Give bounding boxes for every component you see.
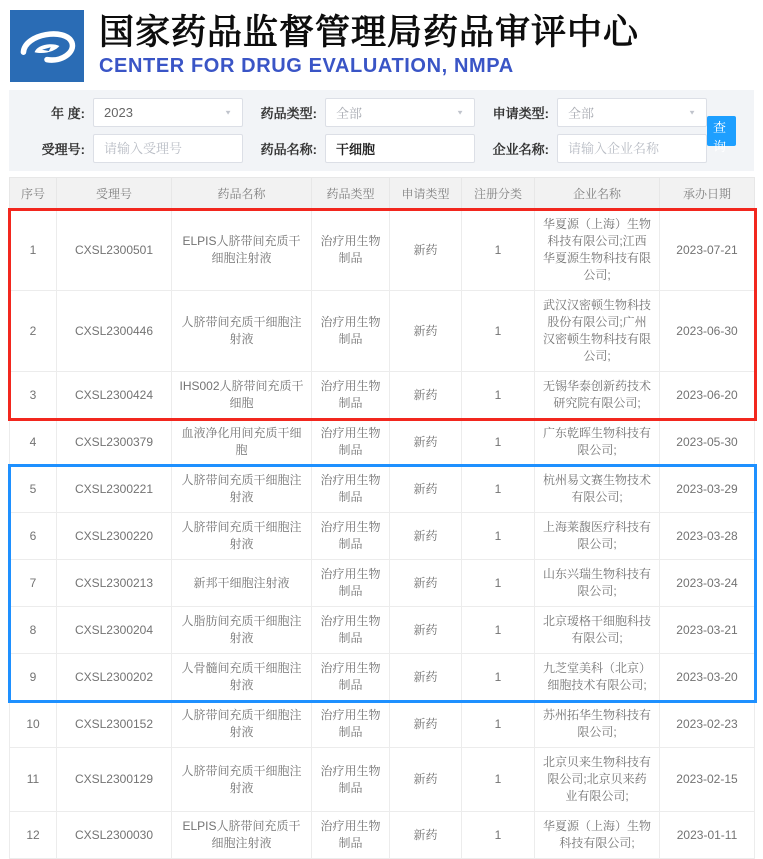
cell-date: 2023-02-23 bbox=[660, 701, 755, 748]
cell-company: 苏州拓华生物科技有限公司; bbox=[535, 701, 660, 748]
cell-drug-type: 治疗用生物制品 bbox=[312, 210, 390, 291]
filter-company bbox=[485, 134, 707, 163]
cell-acceptance-no: CXSL2300379 bbox=[57, 419, 172, 466]
col-drug-name: 药品名称 bbox=[172, 178, 312, 210]
cell-drug-name: 人脐带间充质干细胞注射液 bbox=[172, 291, 312, 372]
cell-acceptance-no: CXSL2300152 bbox=[57, 701, 172, 748]
cell-reg-class: 1 bbox=[462, 372, 535, 419]
cell-company: 九芝堂美科（北京）细胞技术有限公司; bbox=[535, 654, 660, 701]
cell-seq: 9 bbox=[10, 654, 57, 701]
filter-drug-name bbox=[253, 134, 475, 163]
cell-company: 上海莱馥医疗科技有限公司; bbox=[535, 513, 660, 560]
filter-apply-type bbox=[485, 98, 707, 127]
cell-reg-class: 1 bbox=[462, 291, 535, 372]
cell-company: 山东兴瑞生物科技有限公司; bbox=[535, 560, 660, 607]
cell-date: 2023-06-20 bbox=[660, 372, 755, 419]
cell-seq: 3 bbox=[10, 372, 57, 419]
cell-drug-type: 治疗用生物制品 bbox=[312, 812, 390, 859]
col-seq: 序号 bbox=[10, 178, 57, 210]
cell-company: 华夏源（上海）生物科技有限公司; bbox=[535, 812, 660, 859]
cell-reg-class: 1 bbox=[462, 654, 535, 701]
table-row bbox=[10, 372, 755, 419]
cell-reg-class: 1 bbox=[462, 748, 535, 812]
filter-drug-type bbox=[253, 98, 475, 127]
cell-date: 2023-05-30 bbox=[660, 419, 755, 466]
cell-reg-class: 1 bbox=[462, 210, 535, 291]
apply-type-label: 申请类型: bbox=[492, 106, 549, 121]
table-row bbox=[10, 291, 755, 372]
table-row bbox=[10, 654, 755, 701]
cell-reg-class: 1 bbox=[462, 419, 535, 466]
page-title: 国家药品监督管理局药品审评中心 bbox=[99, 13, 640, 53]
cell-acceptance-no: CXSL2300424 bbox=[57, 372, 172, 419]
cell-drug-type: 治疗用生物制品 bbox=[312, 372, 390, 419]
cell-seq: 12 bbox=[10, 812, 57, 859]
cell-reg-class: 1 bbox=[462, 701, 535, 748]
cell-apply-type: 新药 bbox=[390, 654, 462, 701]
table-row bbox=[10, 210, 755, 291]
cell-apply-type: 新药 bbox=[390, 607, 462, 654]
acceptance-no-input[interactable] bbox=[93, 134, 243, 163]
cell-apply-type: 新药 bbox=[390, 291, 462, 372]
cell-apply-type: 新药 bbox=[390, 419, 462, 466]
row-group bbox=[10, 701, 755, 859]
table-row bbox=[10, 607, 755, 654]
cell-seq: 4 bbox=[10, 419, 57, 466]
col-acceptance-no: 受理号 bbox=[57, 178, 172, 210]
cell-seq: 6 bbox=[10, 513, 57, 560]
drug-type-select-value: 全部 bbox=[336, 106, 363, 121]
drug-name-input[interactable] bbox=[325, 134, 475, 163]
cell-drug-type: 治疗用生物制品 bbox=[312, 419, 390, 466]
drug-type-label: 药品类型: bbox=[260, 106, 317, 121]
acceptance-no-label: 受理号: bbox=[41, 142, 85, 157]
cell-date: 2023-03-21 bbox=[660, 607, 755, 654]
cell-acceptance-no: CXSL2300204 bbox=[57, 607, 172, 654]
red-highlight-box bbox=[10, 210, 755, 419]
table-row bbox=[10, 419, 755, 466]
cell-seq: 2 bbox=[10, 291, 57, 372]
cell-seq: 7 bbox=[10, 560, 57, 607]
site-header bbox=[9, 0, 754, 88]
table-header bbox=[10, 178, 755, 210]
results-table-wrap bbox=[9, 177, 754, 859]
apply-type-select-value: 全部 bbox=[568, 106, 595, 121]
col-date: 承办日期 bbox=[660, 178, 755, 210]
cell-drug-name: 血液净化用间充质干细胞 bbox=[172, 419, 312, 466]
year-select[interactable] bbox=[93, 98, 243, 127]
cell-company: 北京瑷格干细胞科技有限公司; bbox=[535, 607, 660, 654]
nmpa-logo bbox=[10, 10, 84, 82]
cell-company: 广东乾晖生物科技有限公司; bbox=[535, 419, 660, 466]
cell-drug-type: 治疗用生物制品 bbox=[312, 701, 390, 748]
cell-drug-type: 治疗用生物制品 bbox=[312, 654, 390, 701]
cell-date: 2023-03-29 bbox=[660, 466, 755, 513]
cell-apply-type: 新药 bbox=[390, 466, 462, 513]
col-drug-type: 药品类型 bbox=[312, 178, 390, 210]
cell-date: 2023-03-28 bbox=[660, 513, 755, 560]
cell-apply-type: 新药 bbox=[390, 748, 462, 812]
cell-apply-type: 新药 bbox=[390, 513, 462, 560]
year-select-value: 2023 bbox=[104, 105, 133, 120]
cell-apply-type: 新药 bbox=[390, 701, 462, 748]
cell-drug-name: 人脐带间充质干细胞注射液 bbox=[172, 513, 312, 560]
cell-seq: 8 bbox=[10, 607, 57, 654]
search-button[interactable]: 查询 bbox=[707, 116, 736, 146]
company-label: 企业名称: bbox=[492, 142, 549, 157]
cell-acceptance-no: CXSL2300213 bbox=[57, 560, 172, 607]
cell-drug-name: 人脐带间充质干细胞注射液 bbox=[172, 466, 312, 513]
chevron-down-icon: ▼ bbox=[456, 108, 464, 117]
cell-apply-type: 新药 bbox=[390, 560, 462, 607]
cell-date: 2023-06-30 bbox=[660, 291, 755, 372]
filter-grid bbox=[21, 98, 707, 163]
cell-drug-type: 治疗用生物制品 bbox=[312, 607, 390, 654]
cell-drug-name: 人脂肪间充质干细胞注射液 bbox=[172, 607, 312, 654]
cell-drug-name: 人脐带间充质干细胞注射液 bbox=[172, 701, 312, 748]
cell-seq: 5 bbox=[10, 466, 57, 513]
page-subtitle: CENTER FOR DRUG EVALUATION, NMPA bbox=[99, 54, 514, 77]
cell-acceptance-no: CXSL2300221 bbox=[57, 466, 172, 513]
table-row bbox=[10, 748, 755, 812]
table-row bbox=[10, 812, 755, 859]
filter-panel bbox=[9, 90, 754, 171]
table-row bbox=[10, 560, 755, 607]
cell-drug-name: ELPIS人脐带间充质干细胞注射液 bbox=[172, 210, 312, 291]
cell-company: 武汉汉密顿生物科技股份有限公司;广州汉密顿生物科技有限公司; bbox=[535, 291, 660, 372]
drug-name-label: 药品名称: bbox=[260, 142, 317, 157]
cell-acceptance-no: CXSL2300220 bbox=[57, 513, 172, 560]
cell-company: 北京贝来生物科技有限公司;北京贝来药业有限公司; bbox=[535, 748, 660, 812]
cell-acceptance-no: CXSL2300202 bbox=[57, 654, 172, 701]
cell-date: 2023-01-11 bbox=[660, 812, 755, 859]
cell-seq: 1 bbox=[10, 210, 57, 291]
header-text bbox=[99, 13, 639, 77]
row-group bbox=[10, 419, 755, 466]
cell-date: 2023-03-24 bbox=[660, 560, 755, 607]
col-apply-type: 申请类型 bbox=[390, 178, 462, 210]
cell-reg-class: 1 bbox=[462, 812, 535, 859]
cell-company: 无锡华泰创新药技术研究院有限公司; bbox=[535, 372, 660, 419]
chevron-down-icon: ▼ bbox=[688, 108, 696, 117]
cell-acceptance-no: CXSL2300501 bbox=[57, 210, 172, 291]
chevron-down-icon: ▼ bbox=[224, 108, 232, 117]
company-input[interactable] bbox=[557, 134, 707, 163]
table-row bbox=[10, 513, 755, 560]
cell-reg-class: 1 bbox=[462, 607, 535, 654]
col-company: 企业名称 bbox=[535, 178, 660, 210]
filter-year bbox=[21, 98, 243, 127]
results-table bbox=[9, 177, 755, 859]
cell-seq: 10 bbox=[10, 701, 57, 748]
cell-company: 华夏源（上海）生物科技有限公司;江西华夏源生物科技有限公司; bbox=[535, 210, 660, 291]
cell-reg-class: 1 bbox=[462, 513, 535, 560]
table-header-row bbox=[10, 178, 755, 210]
cell-drug-type: 治疗用生物制品 bbox=[312, 560, 390, 607]
cell-seq: 11 bbox=[10, 748, 57, 812]
cell-date: 2023-07-21 bbox=[660, 210, 755, 291]
drug-type-select[interactable] bbox=[325, 98, 475, 127]
year-label: 年 度: bbox=[51, 106, 85, 121]
cell-reg-class: 1 bbox=[462, 466, 535, 513]
cell-apply-type: 新药 bbox=[390, 210, 462, 291]
cell-drug-name: 人脐带间充质干细胞注射液 bbox=[172, 748, 312, 812]
cell-drug-name: IHS002人脐带间充质干细胞 bbox=[172, 372, 312, 419]
table-row bbox=[10, 701, 755, 748]
cell-drug-type: 治疗用生物制品 bbox=[312, 513, 390, 560]
cell-apply-type: 新药 bbox=[390, 372, 462, 419]
table-row bbox=[10, 466, 755, 513]
blue-highlight-box bbox=[10, 466, 755, 701]
cell-drug-name: ELPIS人脐带间充质干细胞注射液 bbox=[172, 812, 312, 859]
swan-swirl-icon bbox=[16, 17, 78, 75]
cell-acceptance-no: CXSL2300446 bbox=[57, 291, 172, 372]
apply-type-select[interactable] bbox=[557, 98, 707, 127]
cell-drug-name: 人骨髓间充质干细胞注射液 bbox=[172, 654, 312, 701]
cell-acceptance-no: CXSL2300129 bbox=[57, 748, 172, 812]
cell-company: 杭州易文赛生物技术有限公司; bbox=[535, 466, 660, 513]
cell-drug-name: 新邦干细胞注射液 bbox=[172, 560, 312, 607]
cell-date: 2023-02-15 bbox=[660, 748, 755, 812]
filter-acceptance-no bbox=[21, 134, 243, 163]
cell-apply-type: 新药 bbox=[390, 812, 462, 859]
cell-date: 2023-03-20 bbox=[660, 654, 755, 701]
cell-reg-class: 1 bbox=[462, 560, 535, 607]
cell-drug-type: 治疗用生物制品 bbox=[312, 466, 390, 513]
col-reg-class: 注册分类 bbox=[462, 178, 535, 210]
cell-acceptance-no: CXSL2300030 bbox=[57, 812, 172, 859]
cell-drug-type: 治疗用生物制品 bbox=[312, 748, 390, 812]
cell-drug-type: 治疗用生物制品 bbox=[312, 291, 390, 372]
